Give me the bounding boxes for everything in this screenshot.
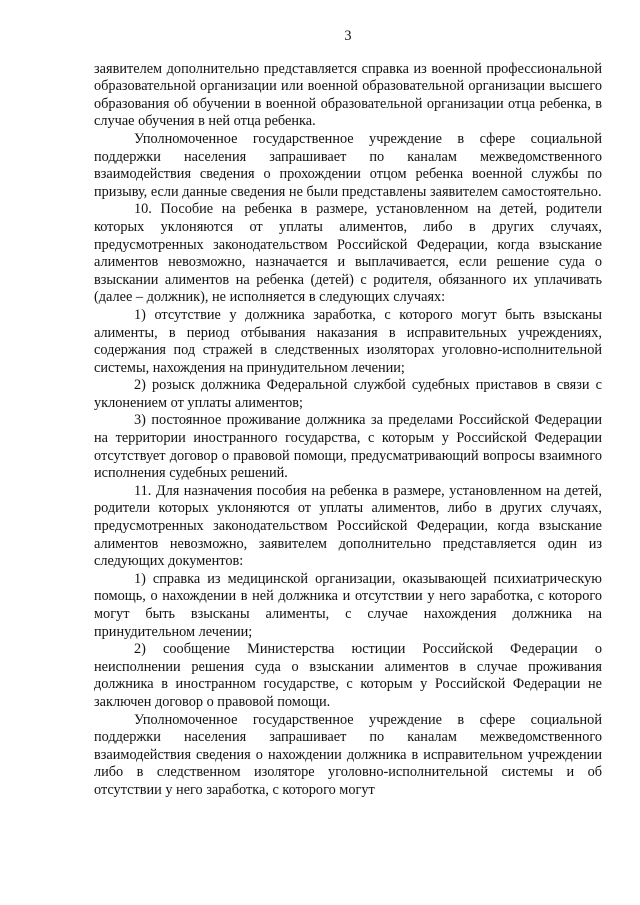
list-item: 3) постоянное проживание должника за пределами Российской Федерации на территории иностранного государства, с которым у Российской Федерации отсутствует договор о правовой помощи, предусматривающий вопросы взаимного исполнения судебных решений. (94, 412, 602, 482)
paragraph: 10. Пособие на ребенка в размере, установленном на детей, родители которых уклоняются от уплаты алиментов, либо в других случаях, предусмотренных законодательством Российской Федерации, когда взыскание алиментов невозможно, назначается и выплачивается, если решение суда о взыскании алиментов на ребенка (детей) с родителя, обязанного их уплачивать (далее – должник), не исполняется в следующих случаях: (94, 201, 602, 306)
list-item: 2) розыск должника Федеральной службой судебных приставов в связи с уклонением от уплаты алиментов; (94, 377, 602, 411)
page-number: 3 (344, 28, 352, 44)
document-body (94, 61, 602, 800)
paragraph: 11. Для назначения пособия на ребенка в размере, установленном на детей, родители которых уклоняются от уплаты алиментов, либо в других случаях, предусмотренных законодательством Российской Федерации, когда взыскание алиментов невозможно, заявителем дополнительно представляется один из следующих документов: (94, 482, 602, 570)
list-item: 2) сообщение Министерства юстиции Российской Федерации о неисполнении решения суда о взыскании алиментов в случае проживания должника в иностранном государстве, с которым у Российской Федерации не заключен договор о правовой помощи. (94, 641, 602, 710)
paragraph: заявителем дополнительно представляется справка из военной профессиональной образовательной организации или военной образовательной организации высшего образования об обучении в военной образовательной организации отца ребенка, в случае обучения в ней отца ребенка. (94, 60, 602, 130)
paragraph: Уполномоченное государственное учреждение в сфере социальной поддержки населения запрашивает по каналам межведомственного взаимодействия сведения о нахождении должника в исправительном учреждении либо в следственном изоляторе уголовно-исполнительной системы и об отсутствии у него заработка, с которого могут (94, 711, 602, 798)
paragraph: Уполномоченное государственное учреждение в сфере социальной поддержки населения запрашивает по каналам межведомственного взаимодействия сведения о прохождении отцом ребенка военной службы по призыву, если данные сведения не были представлены заявителем самостоятельно. (94, 130, 602, 200)
list-item: 1) справка из медицинской организации, оказывающей психиатрическую помощь, о нахождении в ней должника и отсутствии у него заработка, с которого могут быть взысканы алименты, с случае нахождения должника на принудительном лечении; (94, 570, 602, 640)
list-item: 1) отсутствие у должника заработка, с которого могут быть взысканы алименты, в период отбывания наказания в исправительных учреждениях, содержания под стражей в следственных изоляторах уголовно-исполнительной системы, нахождения на принудительном лечении; (94, 306, 602, 376)
